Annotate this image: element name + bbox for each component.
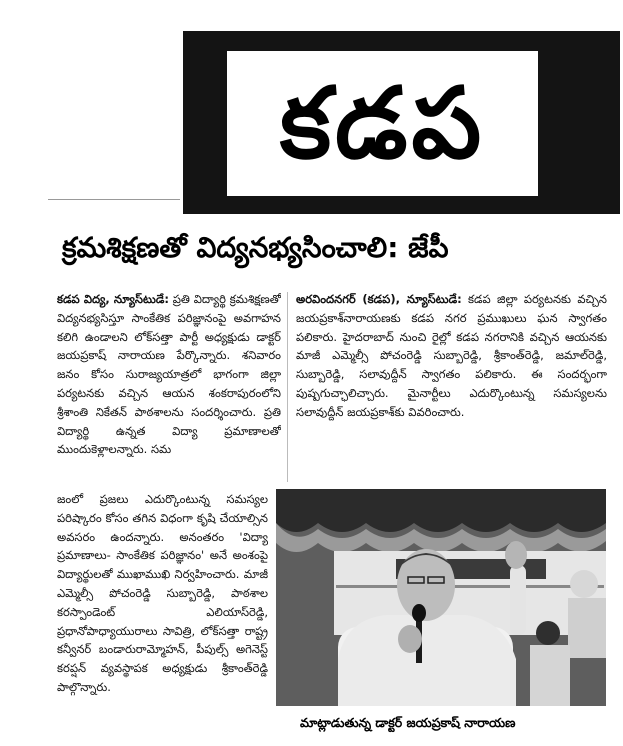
left-body-bottom: జంలో ప్రజలు ఎదుర్కొంటున్న సమస్యల పరిష్కారం కోసం తగిన విధంగా కృషి చేయాల్సిన అవసరం ఉందన్నారు. అనంతరం 'విద్యా ప్రమాణాలు- సాంకేతిక పరిజ్ఞానం' అనే అంశంపై విద్యార్థులతో ముఖాముఖి నిర్వహించారు. మాజీ ఎమ్మెల్సీ పోచంరెడ్డి సుబ్బారెడ్డి, పాఠశాల కరస్పాండెంట్ ఎలియాస్‌రెడ్డి, ప్రధానోపాధ్యాయురాలు సావిత్రి, లోక్‌సత్తా రాష్ట్ర కన్వీనర్ బండారురామ్మోహన్, పీపుల్స్ అగెనెస్ట్ కరప్షన్ వ్యవస్థాపక అధ్యక్షుడు శ్రీకాంత్‌రెడ్డి పాల్గొన్నారు. xyxy=(57,492,268,694)
article-headline: క్రమశిక్షణతో విద్యనభ్యసించాలి: జేపీ xyxy=(62,231,449,264)
right-body: కడప జిల్లా పర్యటనకు వచ్చిన జయప్రకాశ్‌నారాయణకు కడప నగర ప్రముఖులు ఘన స్వాగతం పలికారు. హైదరాబాద్ నుంచి రైల్లో కడప నగరానికి వచ్చిన ఆయనకు మాజీ ఎమ్మెల్సీ పోచంరెడ్డి సుబ్బారెడ్డి, శ్రీకాంత్‌రెడ్డి, జమాల్‌రెడ్డి, సుబ్బారెడ్డి, సలావుద్దీన్ స్వాగతం పలికారు. ఈ సందర్భంగా పుష్పగుచ్ఛాలిచ్చారు. మైనార్టీలు ఎదుర్కొంటున్న సమస్యలను సలావుద్దీన్ జయప్రకాశ్‌కు వివరించారు. xyxy=(296,292,607,419)
photo-caption: మాట్లాడుతున్న డాక్టర్ జయప్రకాష్ నారాయణ xyxy=(300,715,516,730)
left-body-top: ప్రతి విద్యార్థి క్రమశిక్షణతో విద్యనభ్యసిస్తూ సాంకేతిక పరిజ్ఞానంపై అవగాహన కలిగి ఉండాలని లోక్‌సత్తా పార్టీ అధ్యక్షుడు డాక్టర్ జయప్రకాష్ నారాయణ పేర్కొన్నారు. శనివారం జనం కోసం సురాజ్యయాత్రలో భాగంగా జిల్లా పర్యటనకు వచ్చిన ఆయన శంకరాపురంలోని శ్రీశాంతి నికేతన్ పాఠశాలను సందర్శించారు. ప్రతి విద్యార్థి ఉన్నత విద్యా ప్రమాణాలతో ముందుకెళ్లాలన్నారు. సమ xyxy=(57,292,281,457)
column-divider xyxy=(287,292,288,482)
left-dateline: కడప విద్య, న్యూస్‌టుడే: xyxy=(57,292,169,306)
right-column xyxy=(296,290,607,478)
top-rule xyxy=(48,199,180,200)
article-photo xyxy=(276,489,606,706)
left-column-bottom xyxy=(57,490,268,716)
masthead-banner xyxy=(183,31,620,214)
left-column-top xyxy=(57,290,281,490)
masthead-title: కడప xyxy=(227,51,538,196)
right-dateline: అరవిందనగర్ (కడప), న్యూస్‌టుడే: xyxy=(296,292,462,306)
